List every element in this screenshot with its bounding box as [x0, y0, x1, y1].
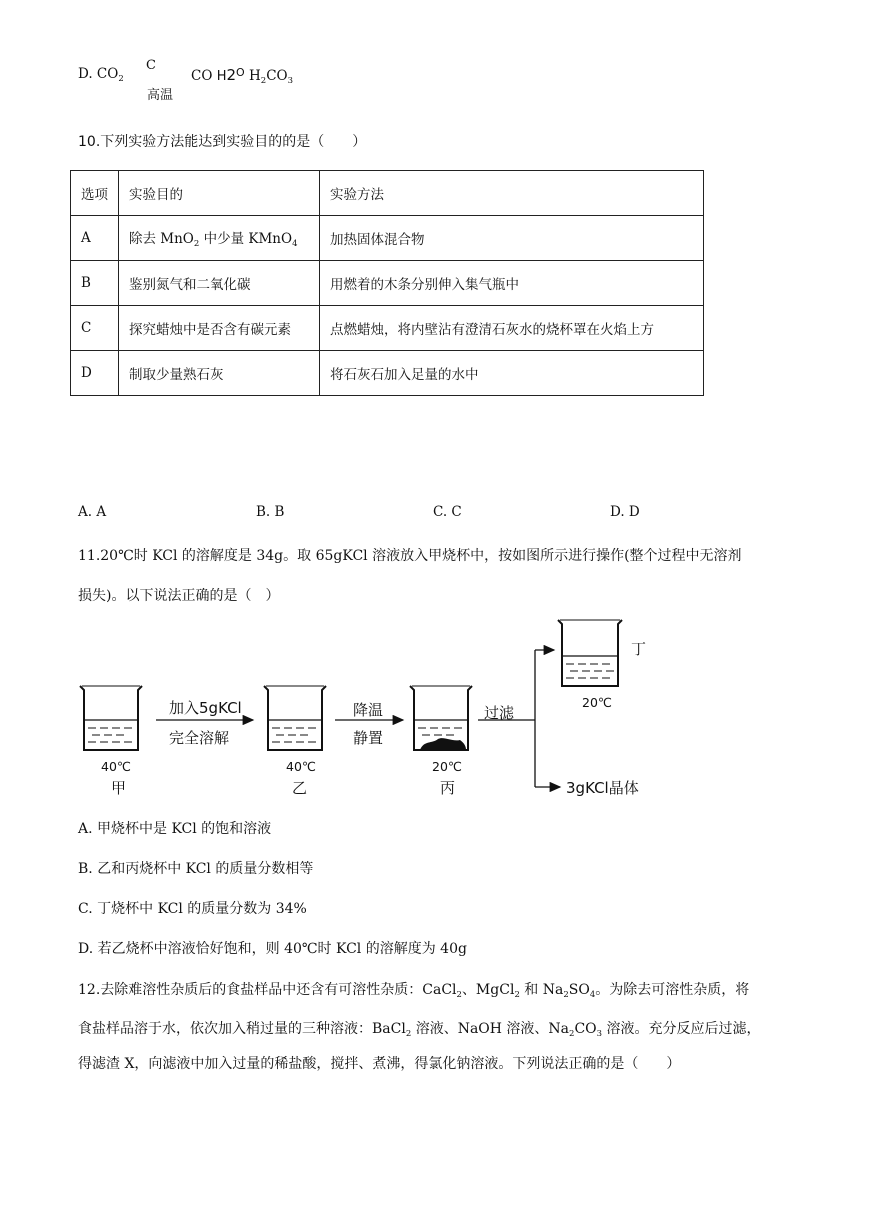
beaker-bing-temp: 20℃ [432, 759, 462, 774]
table-cell: 用燃着的木条分别伸入集气瓶中 [320, 261, 704, 306]
q11-stem-line1: 11.20℃时 KCl 的溶解度是 34g。取 65gKCl 溶液放入甲烧杯中，按如图所示进行操作(整个过程中无溶剂 [78, 548, 742, 564]
beaker-ding-name: 丁 [631, 640, 647, 658]
table-row [71, 216, 704, 261]
q12-stem-line2: 食盐样品溶于水，依次加入稍过量的三种溶液：BaCl$_2$ 溶液、NaOH 溶液、$Na_2CO_3$ 溶液。充分反应后过滤， [78, 1021, 761, 1039]
q10-option-b: B. B [256, 504, 285, 520]
q11-option-a: A. 甲烧杯中是 KCl 的饱和溶液 [78, 821, 272, 837]
beaker-jia-name: 甲 [111, 779, 127, 797]
q12-stem-line1: 12.去除难溶性杂质后的食盐样品中还含有可溶性杂质：CaCl$_2$、MgCl$_2$ 和 $Na_2SO_4$。为除去可溶性杂质，将 [78, 982, 750, 1000]
table-cell: D [71, 351, 119, 396]
beaker-bing [410, 686, 472, 750]
table-cell: 除去 MnO$_2$ 中少量 KMnO$_4$ [119, 216, 320, 261]
q10-option-c: C. C [433, 504, 462, 520]
table-header-row [71, 171, 704, 216]
table-header: 实验方法 [320, 171, 704, 216]
table-cell: 探究蜡烛中是否含有碳元素 [119, 306, 320, 351]
reaction-condition-bottom: 高温 [147, 88, 174, 103]
table-header: 实验目的 [119, 171, 320, 216]
q10-stem: 10.下列实验方法能达到实验目的的是（ ） [78, 134, 367, 150]
table-cell: 鉴别氮气和二氧化碳 [119, 261, 320, 306]
table-row [71, 351, 704, 396]
beaker-yi-name: 乙 [292, 779, 308, 797]
step1-bottom-label: 完全溶解 [169, 729, 230, 747]
q11-option-c: C. 丁烧杯中 KCl 的质量分数为 34% [78, 901, 307, 917]
beaker-yi-temp: 40℃ [286, 759, 316, 774]
q11-stem-line2: 损失)。以下说法正确的是（ ） [78, 588, 280, 604]
q10-option-a: A. A [78, 504, 107, 520]
option-d-prev: D. $CO_2$ [78, 66, 124, 84]
step2-bottom-label: 静置 [353, 729, 384, 747]
q10-option-d: D. D [610, 504, 640, 520]
step1-top-label: 加入5gKCl [169, 699, 242, 717]
q12-stem-line3: 得滤渣 X，向滤液中加入过量的稀盐酸，搅拌、煮沸，得氯化钠溶液。下列说法正确的是（ ） [78, 1056, 681, 1072]
table-header: 选项 [71, 171, 119, 216]
reaction-condition-top: C [146, 58, 156, 73]
table-cell: 加热固体混合物 [320, 216, 704, 261]
table-cell: C [71, 306, 119, 351]
beaker-ding-temp: 20℃ [582, 695, 612, 710]
beaker-jia-temp: 40℃ [101, 759, 131, 774]
table-row [71, 306, 704, 351]
co-formula: CO $H2^O$ $H_2CO_3$ [191, 66, 294, 86]
table-cell: 点燃蜡烛，将内壁沾有澄清石灰水的烧杯罩在火焰上方 [320, 306, 704, 351]
q11-option-d: D. 若乙烧杯中溶液恰好饱和，则 40℃时 KCl 的溶解度为 40g [78, 941, 467, 957]
beaker-bing-name: 丙 [440, 779, 456, 797]
crystal-label: 3gKCl晶体 [566, 779, 639, 797]
table-row [71, 261, 704, 306]
table-cell: B [71, 261, 119, 306]
table-cell: 将石灰石加入足量的水中 [320, 351, 704, 396]
beaker-yi [264, 686, 326, 750]
step3-label: 过滤 [484, 704, 515, 722]
q11-option-b: B. 乙和丙烧杯中 KCl 的质量分数相等 [78, 861, 314, 877]
table-cell: A [71, 216, 119, 261]
table-cell: 制取少量熟石灰 [119, 351, 320, 396]
beaker-ding [558, 620, 622, 686]
beaker-jia [80, 686, 142, 750]
q10-table [70, 170, 704, 396]
step2-top-label: 降温 [353, 701, 384, 719]
